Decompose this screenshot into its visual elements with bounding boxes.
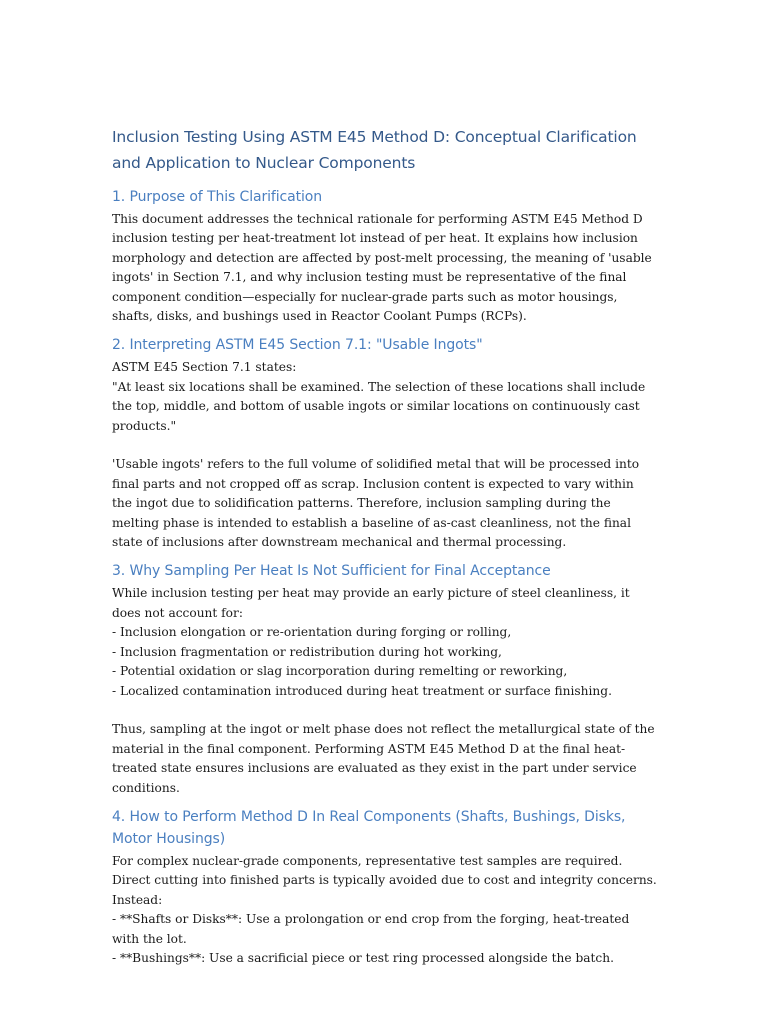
section-purpose	[112, 186, 657, 326]
document-title: Inclusion Testing Using ASTM E45 Method D: Conceptual Clarification and Application to Nuclear Components	[112, 128, 637, 172]
section-heading: 4. How to Perform Method D In Real Components (Shafts, Bushings, Disks, Motor Housings)	[112, 808, 626, 847]
blank-line	[112, 436, 657, 455]
section-line: ASTM E45 Section 7.1 states:	[112, 360, 297, 375]
document-page	[112, 124, 657, 976]
list-item: - **Bushings**: Use a sacrificial piece or test ring processed alongside the batch.	[112, 950, 614, 965]
blank-line	[112, 701, 657, 720]
section-heading: 1. Purpose of This Clarification	[112, 189, 323, 205]
section-method-d-components	[112, 806, 657, 968]
section-intro: While inclusion testing per heat may provide an early picture of steel cleanliness, it does not account for:	[112, 586, 630, 620]
section-heading: 3. Why Sampling Per Heat Is Not Sufficient for Final Acceptance	[112, 563, 551, 580]
section-heading: 2. Interpreting ASTM E45 Section 7.1: "Usable Ingots"	[112, 337, 483, 354]
list-item: - Inclusion elongation or re-orientation during forging or rolling,	[112, 625, 512, 640]
section-paragraph: Thus, sampling at the ingot or melt phase does not reflect the metallurgical state of the material in the final component. Performing ASTM E45 Method D at the final heat-treated state ensures inclusions are evaluated as they exist in the part under service conditions.	[112, 722, 655, 795]
list-item: - Localized contamination introduced during heat treatment or surface finishing.	[112, 683, 612, 698]
section-intro: For complex nuclear-grade components, representative test samples are required. Direct cutting into finished parts is typically avoided due to cost and integrity concerns. Instead:	[112, 853, 657, 907]
section-paragraph: This document addresses the technical rationale for performing ASTM E45 Method D inclusion testing per heat-treatment lot instead of per heat. It explains how inclusion morphology and detection are affected by post-melt processing, the meaning of 'usable ingots' in Section 7.1, and why inclusion testing must be representative of the final component condition—especially for nuclear-grade parts such as motor housings, shafts, disks, and bushings used in Reactor Coolant Pumps (RCPs).	[112, 212, 652, 324]
section-usable-ingots	[112, 334, 657, 552]
quote-line: "At least six locations shall be examined. The selection of these locations shall include the top, middle, and bottom of usable ingots or similar locations on continuously cast products."	[112, 379, 646, 433]
list-item: - Potential oxidation or slag incorporation during remelting or reworking,	[112, 664, 568, 679]
section-sampling-per-heat	[112, 560, 657, 797]
section-paragraph: 'Usable ingots' refers to the full volume of solidified metal that will be processed into final parts and not cropped off as scrap. Inclusion content is expected to vary within the ingot due to solidification patterns. Therefore, inclusion sampling during the melting phase is intended to establish a baseline of as-cast cleanliness, not the final state of inclusions after downstream mechanical and thermal processing.	[112, 457, 640, 550]
list-item: - Inclusion fragmentation or redistribution during hot working,	[112, 644, 502, 659]
list-item: - **Shafts or Disks**: Use a prolongation or end crop from the forging, heat-treated with the lot.	[112, 912, 630, 946]
